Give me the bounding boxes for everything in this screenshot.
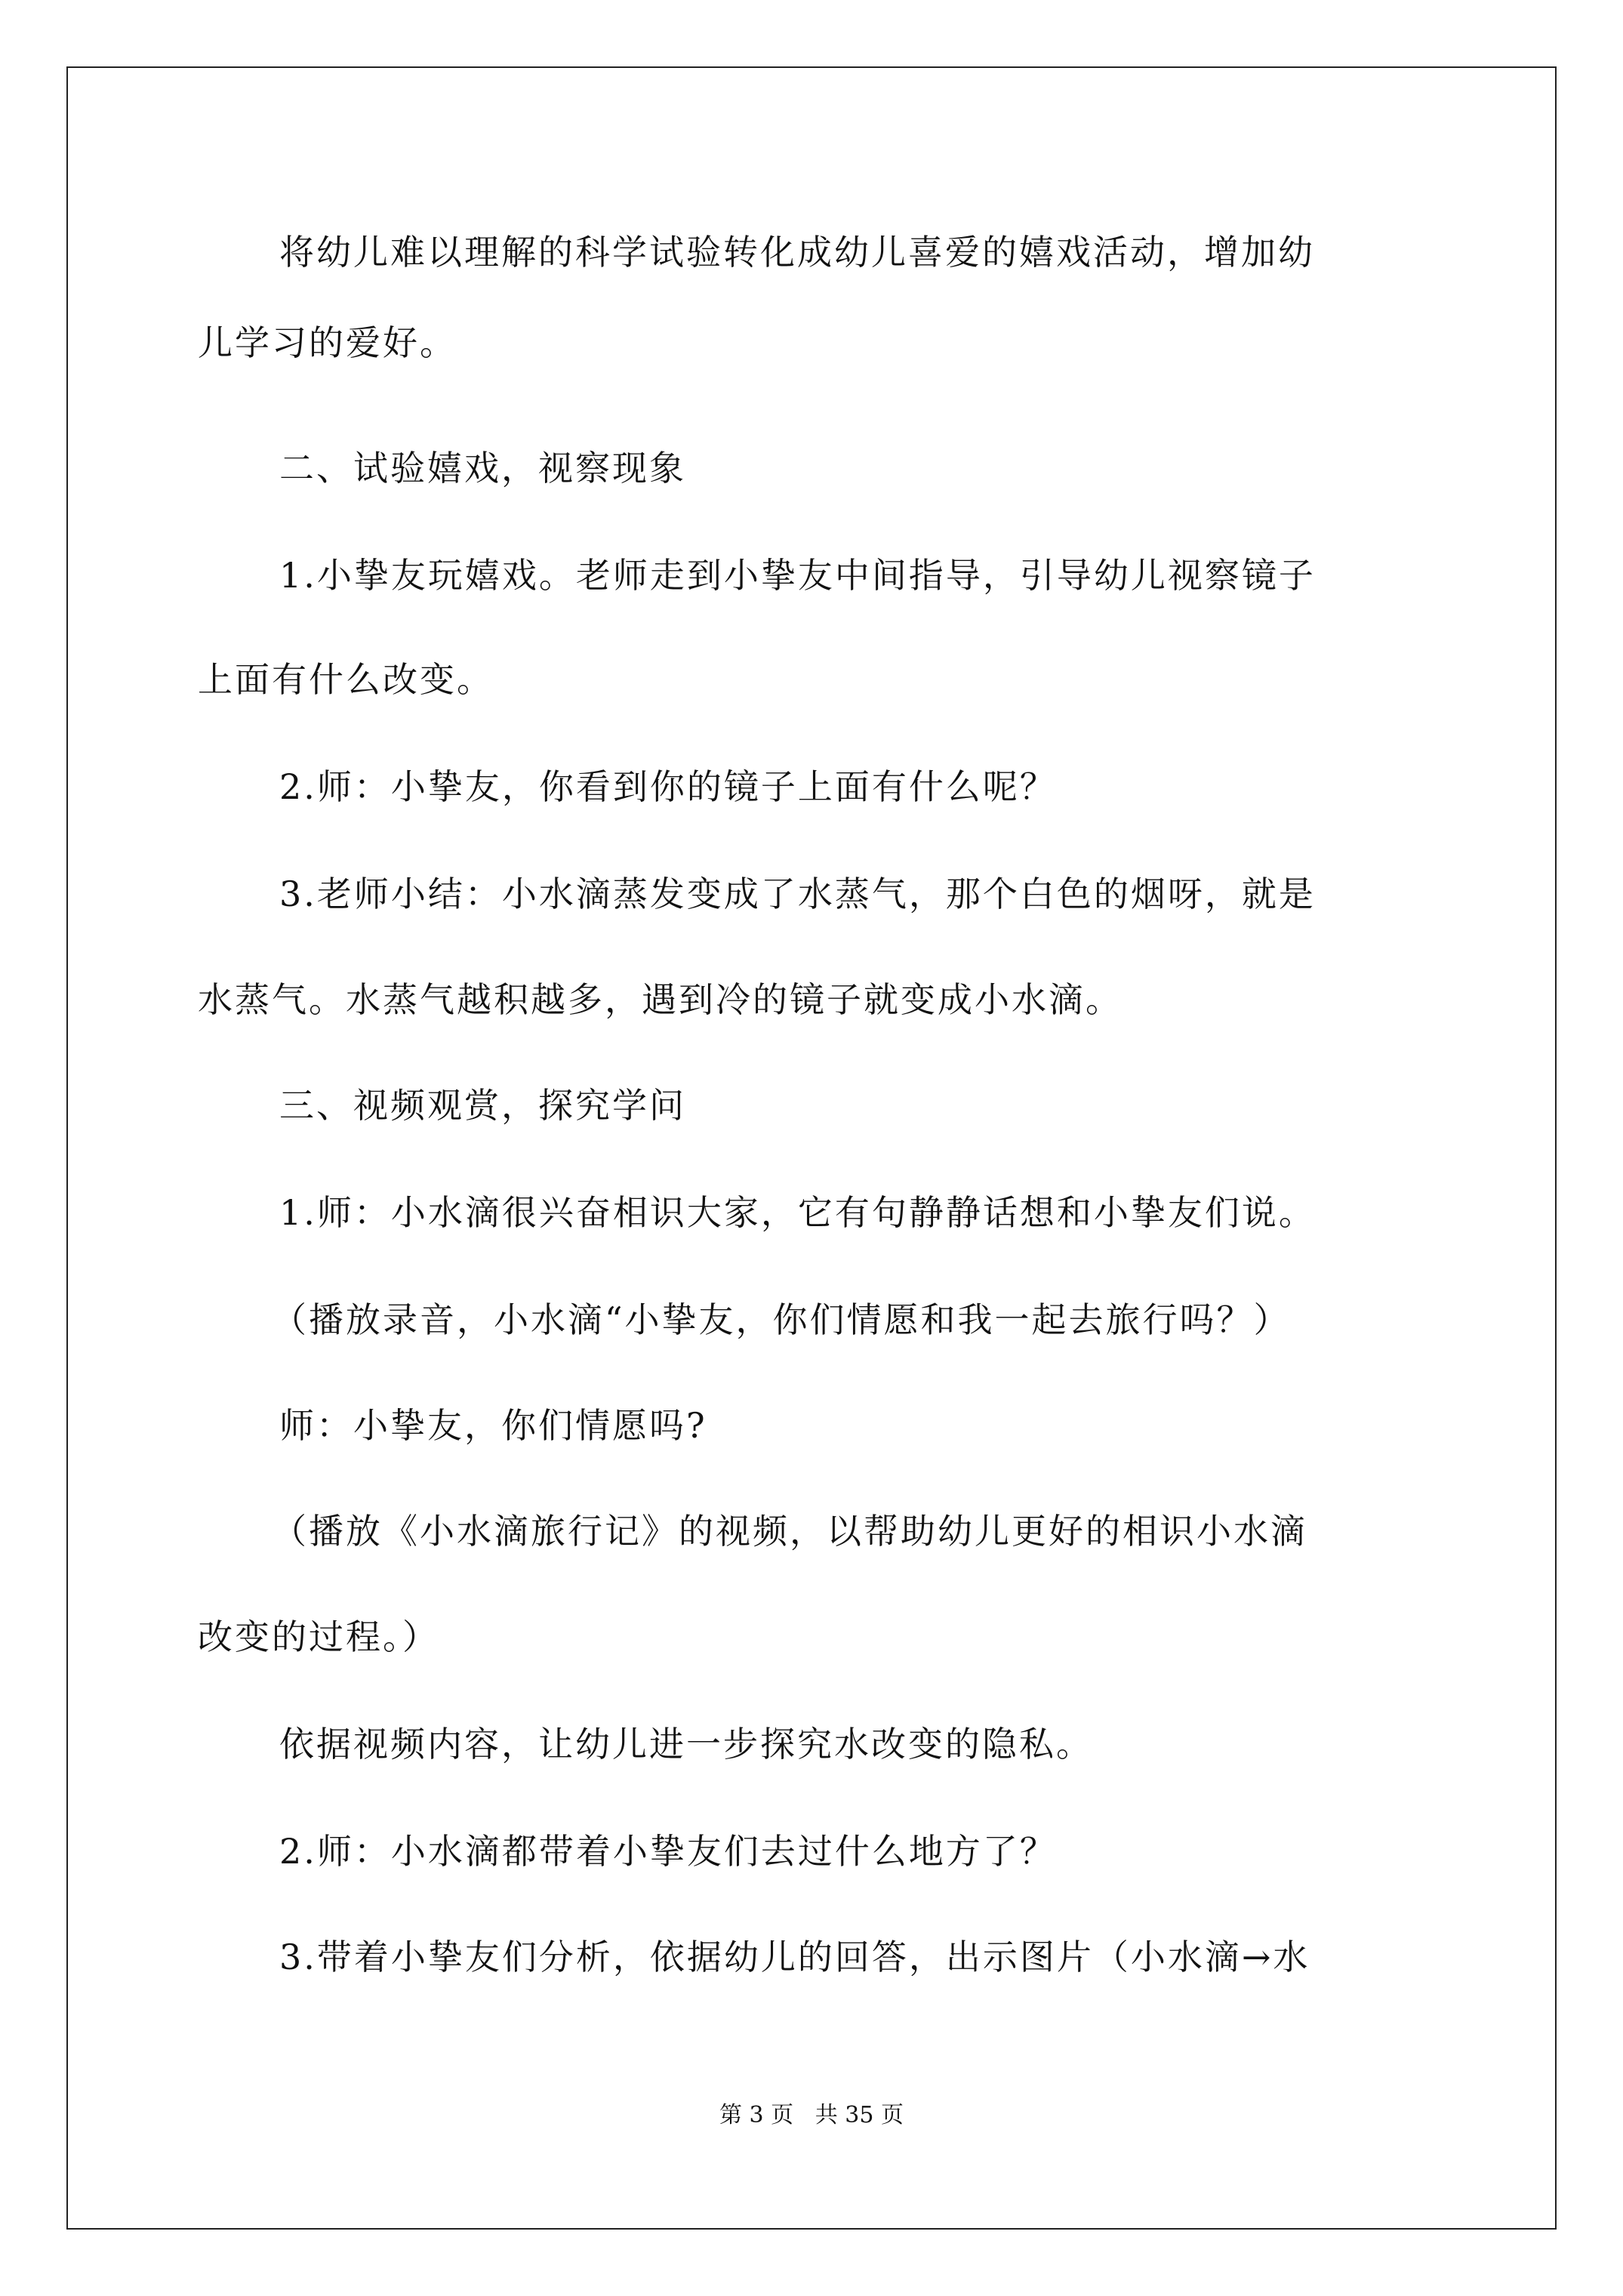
page-border (66, 66, 1557, 2230)
text-line: 2.师：小挚友，你看到你的镜子上面有什么呢？ (279, 766, 1057, 807)
text-line: 上面有什么改变。 (198, 659, 494, 700)
page-number-footer: 第 3 页 共 35 页 (719, 2102, 904, 2128)
text-line: 水蒸气。水蒸气越积越多，遇到冷的镜子就变成小水滴。 (198, 979, 1123, 1020)
text-line: 1.小挚友玩嬉戏。老师走到小挚友中间指导，引导幼儿视察镜子 (279, 555, 1316, 596)
text-line: 1.师：小水滴很兴奋相识大家，它有句静静话想和小挚友们说。 (279, 1192, 1316, 1233)
section-heading: 二、试验嬉戏，视察现象 (279, 448, 686, 488)
text-line: （播放《小水滴旅行记》的视频，以帮助幼儿更好的相识小水滴 (272, 1511, 1307, 1552)
text-line: 师：小挚友，你们情愿吗? (279, 1405, 707, 1446)
text-line: 3.带着小挚友们分析，依据幼儿的回答，出示图片（小水滴→水 (279, 1937, 1310, 1977)
text-line: 改变的过程。） (198, 1616, 439, 1657)
text-line: （播放录音，小水滴“小挚友，你们情愿和我一起去旅行吗？） (272, 1299, 1291, 1340)
section-heading: 三、视频观赏，探究学问 (279, 1085, 686, 1126)
text-line: 2.师：小水滴都带着小挚友们去过什么地方了？ (279, 1831, 1057, 1872)
text-line: 3.老师小结：小水滴蒸发变成了水蒸气，那个白色的烟呀，就是 (279, 874, 1316, 914)
text-line: 将幼儿难以理解的科学试验转化成幼儿喜爱的嬉戏活动，增加幼 (279, 232, 1315, 273)
text-line: 依据视频内容，让幼儿进一步探究水改变的隐私。 (279, 1724, 1093, 1764)
text-line: 儿学习的爱好。 (198, 322, 457, 363)
